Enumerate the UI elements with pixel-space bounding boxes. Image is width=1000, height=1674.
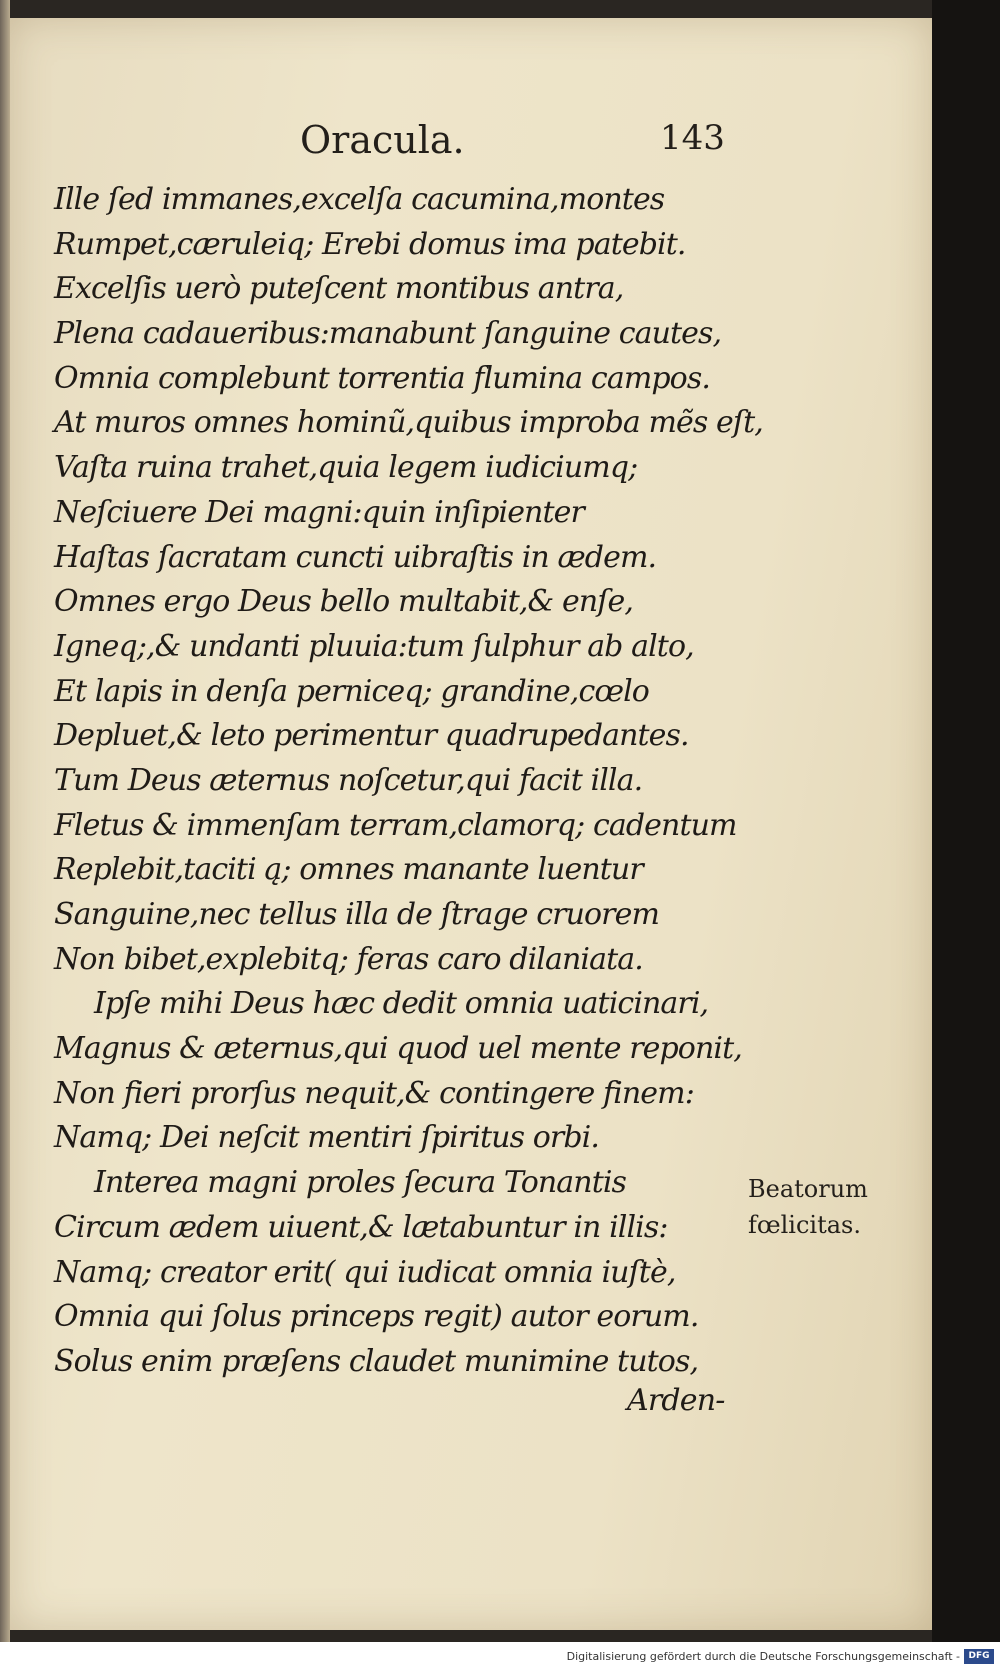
running-head: Oracula. <box>300 118 465 162</box>
verse-line: Non bibet,explebitq; feras caro dilaniata. <box>54 941 643 977</box>
catchword: Arden- <box>627 1383 725 1418</box>
verse-line: Replebit,taciti ą; omnes manante luentur <box>54 852 643 888</box>
verse-line: Rumpet,cæruleiq; Erebi domus ima patebit. <box>54 226 686 262</box>
verse-line: Depluet,& leto perimentur quadrupedantes. <box>54 718 689 754</box>
verse-line: Namq; creator erit( qui iudicat omnia iuſtè, <box>54 1254 676 1290</box>
dfg-logo-icon: DFG <box>964 1649 994 1664</box>
verse-line: Vaſta ruina trahet,quia legem iudiciumq; <box>54 450 638 486</box>
verse-line: Fletus & immenſam terram,clamorq; cadentum <box>54 807 737 843</box>
marginal-note <box>748 1171 908 1243</box>
verse-line: Et lapis in denſa perniceq; grandine,cœlo <box>54 673 649 709</box>
verse-line: At muros omnes hominũ,quibus improba mẽs eſt, <box>54 405 763 441</box>
footer-bar <box>0 1642 1000 1674</box>
verse-line: Excelſis uerò puteſcent montibus antra, <box>54 271 624 307</box>
verse-line: Omnia complebunt torrentia flumina campos. <box>54 360 710 396</box>
funding-notice: Digitalisierung gefördert durch die Deutsche Forschungsgemeinschaft - <box>566 1650 960 1663</box>
verse-line: Namq; Dei neſcit mentiri ſpiritus orbi. <box>54 1120 599 1156</box>
verse-line: Interea magni proles ſecura Tonantis <box>94 1165 627 1201</box>
verse-line: Tum Deus æternus noſcetur,qui facit illa. <box>54 762 643 798</box>
verse-line: Plena cadaueribus:manabunt ſanguine cautes, <box>54 316 722 352</box>
page-left-edge <box>0 0 10 1674</box>
marginal-note-line: Beatorum <box>748 1175 868 1203</box>
page-header <box>290 118 740 168</box>
scan-background <box>932 0 1000 1674</box>
verse-line: Igneq;,& undanti pluuia:tum ſulphur ab alto, <box>54 628 694 664</box>
verse-block <box>54 178 763 1385</box>
verse-line: Neſciuere Dei magni:quin inſipienter <box>54 494 584 530</box>
verse-line: Ipſe mihi Deus hæc dedit omnia uaticinari, <box>94 986 709 1022</box>
verse-line: Sanguine,nec tellus illa de ſtrage cruorem <box>54 897 660 932</box>
verse-line: Circum ædem uiuent,& lætabuntur in illis: <box>54 1209 668 1245</box>
verse-line: Omnes ergo Deus bello multabit,& enſe, <box>54 584 633 620</box>
verse-line: Solus enim præſens claudet munimine tutos, <box>54 1343 699 1379</box>
verse-line: Ille ſed immanes,excelſa cacumina,montes <box>54 182 665 217</box>
verse-line: Haſtas ſacratam cuncti uibraſtis in ædem. <box>54 539 657 575</box>
marginal-note-line: fœlicitas. <box>748 1211 861 1239</box>
book-page <box>10 18 932 1630</box>
page-number: 143 <box>660 118 725 158</box>
verse-line: Magnus & æternus,qui quod uel mente reponit, <box>54 1031 742 1067</box>
verse-line: Omnia qui ſolus princeps regit) autor eorum. <box>54 1299 699 1335</box>
verse-line: Non fieri prorſus nequit,& contingere finem: <box>54 1075 694 1111</box>
